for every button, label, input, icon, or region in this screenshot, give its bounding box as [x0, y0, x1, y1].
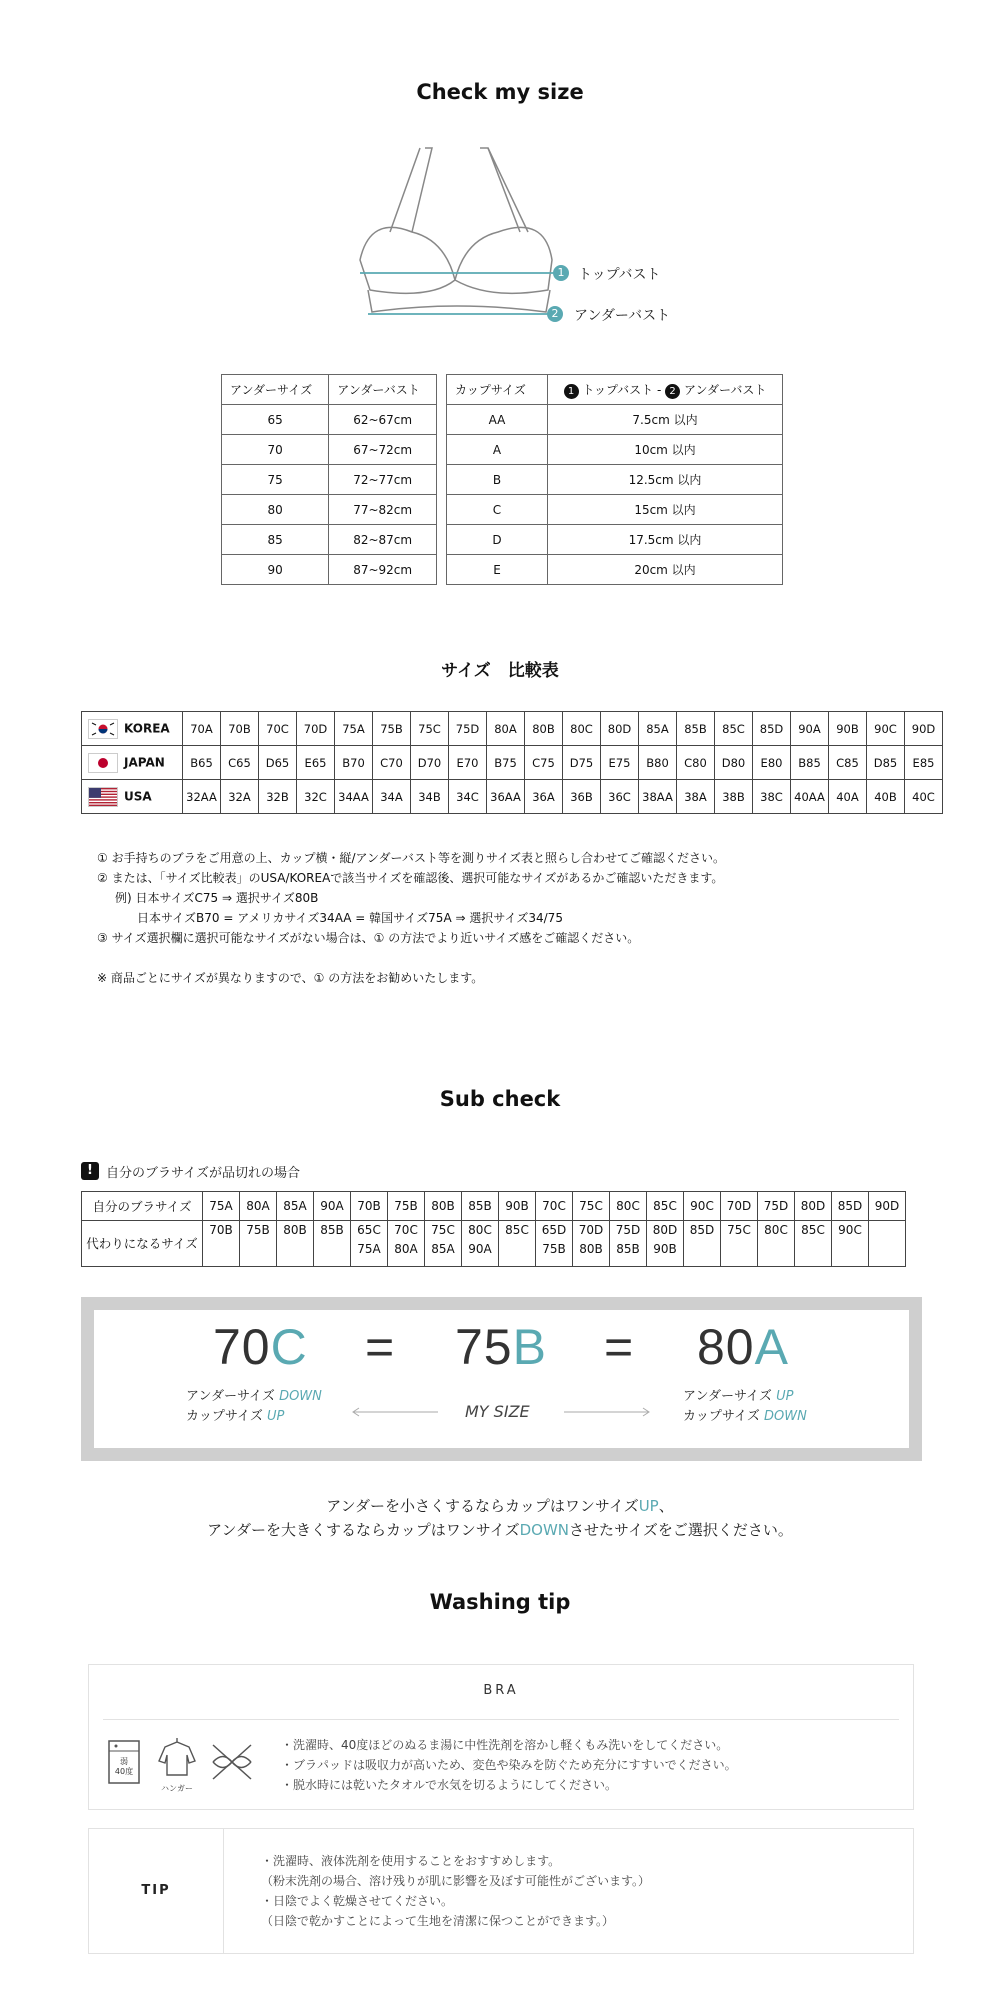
- tip-text: ・洗濯時、液体洗剤を使用することをおすすめします。 （粉末洗剤の場合、溶け残りが肌に影響を及ぼす可能性がございます。） ・日陰でよく乾燥させてください。 （日陰で乾かすことによって生地を清潔に保つことができます。）: [261, 1854, 651, 1928]
- my-size-cell: 85D: [832, 1192, 869, 1221]
- size-advice: アンダーを小さくするならカップはワンサイズUP、 アンダーを大きくするならカップはワンサイズDOWNさせたサイズをご選択ください。: [207, 1497, 793, 1539]
- alt-size-cell: [240, 1221, 277, 1267]
- size-cell: 32B: [259, 780, 297, 814]
- alt-size-value: 90B: [653, 1242, 677, 1256]
- size-cell: B80: [639, 746, 677, 780]
- size-cell: E75: [601, 746, 639, 780]
- marker-1-icon: 1: [553, 265, 569, 281]
- my-size-cell: 70B: [351, 1192, 388, 1221]
- my-size-cell: 75A: [203, 1192, 240, 1221]
- my-size-cell: 75D: [758, 1192, 795, 1221]
- arrow-left-icon: [350, 1406, 440, 1418]
- alt-size-cell: [647, 1221, 684, 1267]
- my-size-cell: 80D: [795, 1192, 832, 1221]
- size-cell: E70: [449, 746, 487, 780]
- table-row: [82, 1192, 906, 1221]
- note-example-2: 日本サイズB70 = アメリカサイズ34AA = 韓国サイズ75A ⇒ 選択サイズ34/75: [137, 911, 563, 925]
- alt-size-value: 90A: [468, 1242, 492, 1256]
- alt-size-cell: [795, 1221, 832, 1267]
- size-cell: 36A: [525, 780, 563, 814]
- alt-size-cell: [684, 1221, 721, 1267]
- alt-size-cell: [573, 1221, 610, 1267]
- notes: [97, 848, 725, 988]
- size-cell: C75: [525, 746, 563, 780]
- my-size-cell: 90B: [499, 1192, 536, 1221]
- table-row: 90 87~92cm: [222, 555, 437, 585]
- korea-flag-icon: [88, 719, 118, 739]
- table-row: C 15cm 以内: [447, 495, 783, 525]
- size-cell: 40AA: [791, 780, 829, 814]
- country-korea: KOREA: [82, 712, 183, 746]
- alt-size-value: 70B: [209, 1223, 233, 1237]
- sub-row2-label: 代わりになるサイズ: [82, 1221, 203, 1267]
- alt-size-value: 85B: [320, 1223, 344, 1237]
- alt-size-cell: [832, 1221, 869, 1267]
- size-cell: 36AA: [487, 780, 525, 814]
- size-cell: 70A: [183, 712, 221, 746]
- size-cell: D80: [715, 746, 753, 780]
- note-2: ② または、「サイズ比較表」のUSA/KOREAで該当サイズを確認後、選択可能なサイズがあるかご確認いただきます。: [97, 871, 724, 885]
- alt-size-cell: [499, 1221, 536, 1267]
- size-cell: 34B: [411, 780, 449, 814]
- table-row: 75 72~77cm: [222, 465, 437, 495]
- equals-1: =: [365, 1319, 396, 1375]
- size-cell: 40C: [905, 780, 943, 814]
- size-cell: B70: [335, 746, 373, 780]
- my-size-cell: 75B: [388, 1192, 425, 1221]
- my-size-cell: 90A: [314, 1192, 351, 1221]
- sub-check-title: Sub check: [439, 1087, 561, 1111]
- size-cell: 75C: [411, 712, 449, 746]
- sub-row1-label: 自分のブラサイズ: [82, 1192, 203, 1221]
- comparison-title: サイズ 比較表: [441, 661, 559, 681]
- right-size-notes: アンダーサイズ UP カップサイズ DOWN: [683, 1389, 807, 1424]
- table-row: 85 82~87cm: [222, 525, 437, 555]
- arrow-right-icon: [562, 1406, 652, 1418]
- size-cell: 32A: [221, 780, 259, 814]
- under-size-header: アンダーサイズ: [222, 375, 329, 405]
- size-cell: D65: [259, 746, 297, 780]
- size-cell: 85B: [677, 712, 715, 746]
- left-size-notes: アンダーサイズ DOWN カップサイズ UP: [186, 1389, 322, 1424]
- alt-size-value: 85A: [431, 1242, 455, 1256]
- size-cell: 80D: [601, 712, 639, 746]
- size-cell: 75D: [449, 712, 487, 746]
- table-row: [82, 712, 943, 746]
- alert-icon: !: [81, 1162, 99, 1180]
- my-size-cell: 80A: [240, 1192, 277, 1221]
- size-cell: 90B: [829, 712, 867, 746]
- no-wring-icon: [207, 1739, 257, 1785]
- alt-size-value: 75D: [615, 1223, 641, 1237]
- size-70c: 70C: [213, 1319, 308, 1375]
- size-cell: C85: [829, 746, 867, 780]
- alt-size-value: 80A: [394, 1242, 418, 1256]
- alt-size-cell: [351, 1221, 388, 1267]
- my-size-label: MY SIZE: [465, 1402, 530, 1421]
- alt-size-value: 85B: [616, 1242, 640, 1256]
- under-size-table: [221, 374, 437, 585]
- alt-size-cell: [721, 1221, 758, 1267]
- table-row: [82, 746, 943, 780]
- my-size-cell: 75C: [573, 1192, 610, 1221]
- alt-size-value: 75A: [357, 1242, 381, 1256]
- size-cell: 90A: [791, 712, 829, 746]
- size-cell: C65: [221, 746, 259, 780]
- usa-flag-icon: [88, 787, 118, 807]
- country-japan: JAPAN: [82, 746, 183, 780]
- alert-text: 自分のブラサイズが品切れの場合: [106, 1166, 300, 1181]
- size-cell: 70D: [297, 712, 335, 746]
- my-size-cell: 85C: [647, 1192, 684, 1221]
- alt-size-value: 75B: [246, 1223, 270, 1237]
- alt-size-value: 90C: [838, 1223, 862, 1237]
- bra-label: BRA: [483, 1683, 519, 1698]
- size-cell: 80C: [563, 712, 601, 746]
- alt-size-cell: [203, 1221, 240, 1267]
- alt-size-value: 70C: [394, 1223, 418, 1237]
- table-row: AA 7.5cm 以内: [447, 405, 783, 435]
- size-cell: 75A: [335, 712, 373, 746]
- size-cell: C70: [373, 746, 411, 780]
- table-row: [82, 1221, 906, 1267]
- cup-size-table: [446, 374, 783, 585]
- alt-size-value: 75C: [431, 1223, 455, 1237]
- size-cell: E85: [905, 746, 943, 780]
- size-cell: 36C: [601, 780, 639, 814]
- size-cell: 38B: [715, 780, 753, 814]
- size-cell: 34C: [449, 780, 487, 814]
- size-cell: 70C: [259, 712, 297, 746]
- size-cell: 80B: [525, 712, 563, 746]
- alt-size-cell: [277, 1221, 314, 1267]
- size-cell: 32AA: [183, 780, 221, 814]
- size-cell: 40A: [829, 780, 867, 814]
- size-cell: 85A: [639, 712, 677, 746]
- under-bust-header: アンダーバスト: [329, 375, 437, 405]
- size-cell: 38A: [677, 780, 715, 814]
- size-cell: 90D: [905, 712, 943, 746]
- alt-size-value: 80B: [579, 1242, 603, 1256]
- size-cell: 40B: [867, 780, 905, 814]
- bra-wash-instructions: ・洗濯時、40度ほどのぬるま湯に中性洗剤を溶かし軽くもみ洗いをしてください。 ・ブラパッドは吸収力が高いため、変色や染みを防ぐため充分にすすいでください。 ・脱水時には乾いたタオルで水気を切るようにしてください。: [281, 1738, 737, 1792]
- under-bust-label: アンダーバスト: [574, 308, 671, 324]
- alt-size-value: 85D: [689, 1223, 715, 1237]
- note-1: ① お手持ちのブラをご用意の上、カップ横・縦/アンダーバスト等を測りサイズ表と照らし合わせてご確認ください。: [97, 851, 725, 865]
- size-cell: 34A: [373, 780, 411, 814]
- note-caution: ※ 商品ごとにサイズが異なりますので、① の方法をお勧めいたします。: [97, 971, 484, 985]
- tip-label: TIP: [89, 1829, 224, 1953]
- my-size-cell: 85A: [277, 1192, 314, 1221]
- comparison-table: [81, 711, 943, 814]
- alt-size-value: 80D: [652, 1223, 678, 1237]
- size-80a: 80A: [697, 1319, 789, 1375]
- bra-card: [88, 1664, 914, 1810]
- size-75b: 75B: [455, 1319, 547, 1375]
- size-cell: 32C: [297, 780, 335, 814]
- hand-wash-icon: 弱 40度: [107, 1739, 141, 1785]
- table-row: A 10cm 以内: [447, 435, 783, 465]
- alt-size-value: 65D: [541, 1223, 567, 1237]
- check-size-title: Check my size: [416, 80, 584, 104]
- washing-title: Washing tip: [429, 1590, 571, 1614]
- my-size-cell: 70C: [536, 1192, 573, 1221]
- top-bust-label: トップバスト: [578, 267, 661, 283]
- table-row: E 20cm 以内: [447, 555, 783, 585]
- japan-flag-icon: [88, 753, 118, 773]
- size-cell: 75B: [373, 712, 411, 746]
- alt-size-cell: [462, 1221, 499, 1267]
- alt-size-value: 80B: [283, 1223, 307, 1237]
- note-example-1: 例) 日本サイズC75 ⇒ 選択サイズ80B: [115, 891, 319, 905]
- table-row: 70 67~72cm: [222, 435, 437, 465]
- alt-size-cell: [314, 1221, 351, 1267]
- my-size-cell: 80B: [425, 1192, 462, 1221]
- alt-size-value: 80C: [468, 1223, 492, 1237]
- size-cell: 90C: [867, 712, 905, 746]
- alt-size-value: 80C: [764, 1223, 788, 1237]
- size-cell: D75: [563, 746, 601, 780]
- alt-size-cell: [388, 1221, 425, 1267]
- tip-card: [88, 1828, 914, 1954]
- size-cell: 85C: [715, 712, 753, 746]
- alt-size-cell: [869, 1221, 906, 1267]
- size-cell: D70: [411, 746, 449, 780]
- alt-size-value: 75C: [727, 1223, 751, 1237]
- equals-2: =: [604, 1319, 635, 1375]
- note-3: ③ サイズ選択欄に選択可能なサイズがない場合は、① の方法でより近いサイズ感をご確認ください。: [97, 931, 640, 945]
- size-cell: 36B: [563, 780, 601, 814]
- size-cell: D85: [867, 746, 905, 780]
- table-row: 80 77~82cm: [222, 495, 437, 525]
- cup-size-header: カップサイズ: [447, 375, 548, 405]
- table-row: B 12.5cm 以内: [447, 465, 783, 495]
- sub-check-table: [81, 1191, 906, 1267]
- alt-size-value: 70D: [578, 1223, 604, 1237]
- size-cell: B75: [487, 746, 525, 780]
- alt-size-value: 65C: [357, 1223, 381, 1237]
- alt-size-cell: [610, 1221, 647, 1267]
- hanger-dry-icon: ハンガー: [155, 1735, 199, 1791]
- alt-size-cell: [536, 1221, 573, 1267]
- size-cell: B65: [183, 746, 221, 780]
- country-usa: USA: [82, 780, 183, 814]
- size-cell: 85D: [753, 712, 791, 746]
- size-cell: 70B: [221, 712, 259, 746]
- cup-diff-header: 1 トップバスト - 2 アンダーバスト: [548, 375, 783, 405]
- bra-diagram: [350, 140, 570, 320]
- size-cell: 38C: [753, 780, 791, 814]
- size-cell: B85: [791, 746, 829, 780]
- my-size-cell: 90D: [869, 1192, 906, 1221]
- table-row: 65 62~67cm: [222, 405, 437, 435]
- size-cell: E65: [297, 746, 335, 780]
- size-cell: E80: [753, 746, 791, 780]
- marker-2-icon: 2: [547, 306, 563, 322]
- my-size-cell: 70D: [721, 1192, 758, 1221]
- my-size-cell: 80C: [610, 1192, 647, 1221]
- size-cell: 34AA: [335, 780, 373, 814]
- alt-size-value: 85C: [505, 1223, 529, 1237]
- alt-size-cell: [425, 1221, 462, 1267]
- alt-size-cell: [758, 1221, 795, 1267]
- size-cell: 80A: [487, 712, 525, 746]
- my-size-cell: 85B: [462, 1192, 499, 1221]
- alt-size-value: 85C: [801, 1223, 825, 1237]
- size-cell: 38AA: [639, 780, 677, 814]
- size-cell: C80: [677, 746, 715, 780]
- table-row: D 17.5cm 以内: [447, 525, 783, 555]
- table-row: [82, 780, 943, 814]
- my-size-cell: 90C: [684, 1192, 721, 1221]
- alt-size-value: 75B: [542, 1242, 566, 1256]
